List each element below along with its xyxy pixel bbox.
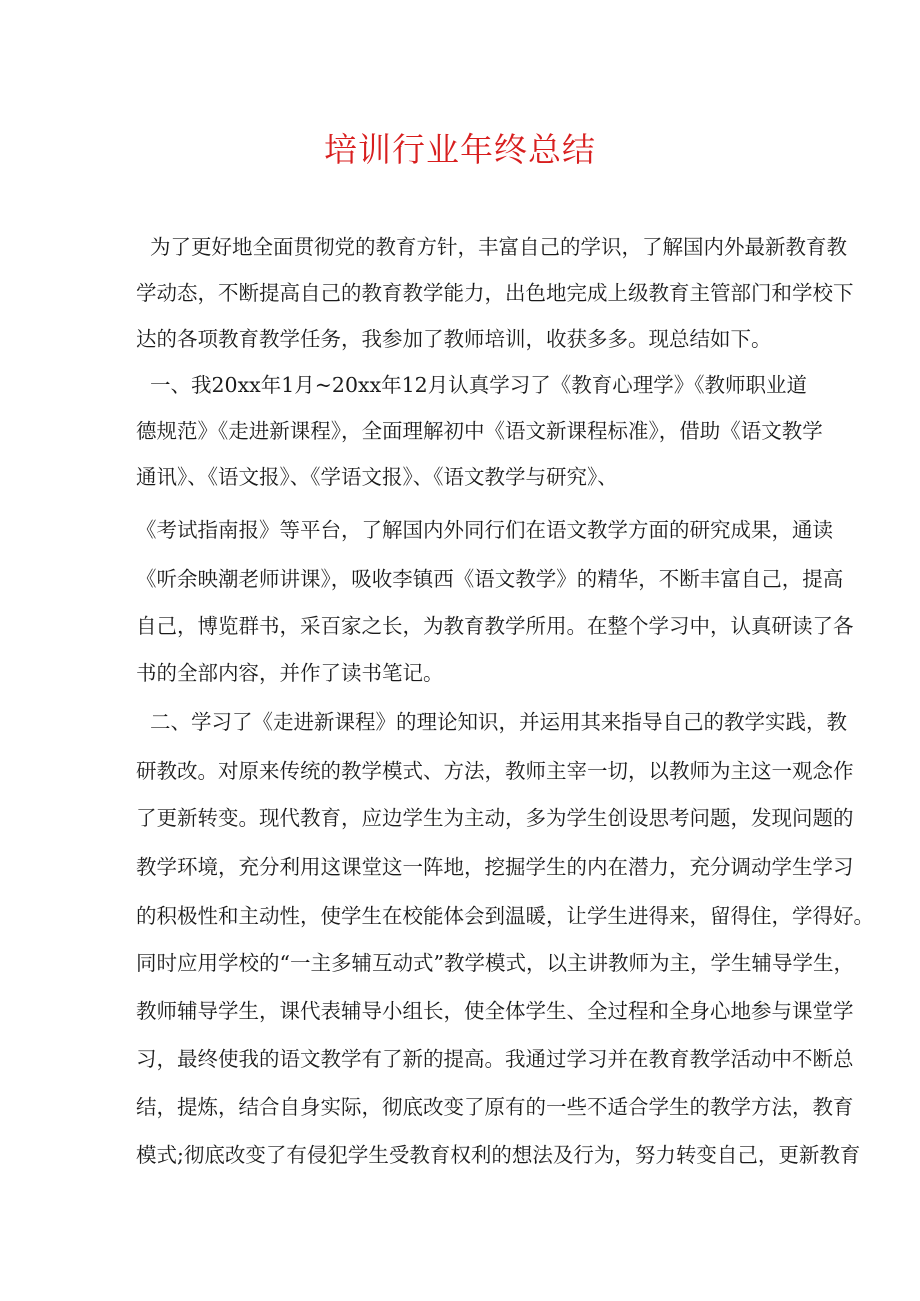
paragraph-3-line-4: 教学环境，充分利用这课堂这一阵地，挖掘学生的内在潜力，充分调动学生学习	[136, 855, 854, 879]
paragraph-1-line-3: 达的各项教育教学任务，我参加了教师培训，收获多多。现总结如下。	[136, 327, 772, 351]
paragraph-3-line-2: 研教改。对原来传统的教学模式、方法，教师主宰一切，以教师为主这一观念作	[136, 759, 854, 783]
paragraph-3-line-8: 习，最终使我的语文教学有了新的提高。我通过学习并在教育教学活动中不断总	[136, 1047, 854, 1071]
paragraph-1-line-2: 学动态，不断提高自己的教育教学能力，出色地完成上级教育主管部门和学校下	[136, 281, 854, 305]
paragraph-2-line-4: 《考试指南报》等平台，了解国内外同行们在语文教学方面的研究成果，通读	[136, 518, 833, 542]
paragraph-2-line-5: 《听余映潮老师讲课》，吸收李镇西《语文教学》的精华，不断丰富自己，提高	[136, 567, 844, 591]
document-title: 培训行业年终总结	[324, 130, 596, 169]
paragraph-2-line-2: 德规范》《走进新课程》，全面理解初中《语文新课程标准》，借助《语文教学	[136, 419, 823, 443]
paragraph-2-line-3: 通讯》、《语文报》、《学语文报》、《语文教学与研究》、	[136, 465, 618, 489]
paragraph-3-line-1: 二、学习了《走进新课程》的理论知识，并运用其来指导自己的教学实践，教	[150, 710, 847, 734]
paragraph-3-line-5: 的积极性和主动性，使学生在校能体会到温暖，让学生进得来，留得住，学得好。	[136, 904, 874, 928]
paragraph-3-line-6: 同时应用学校的“一主多辅互动式”教学模式，以主讲教师为主，学生辅导学生，	[136, 951, 854, 975]
paragraph-3-line-7: 教师辅导学生，课代表辅导小组长，使全体学生、全过程和全身心地参与课堂学	[136, 999, 854, 1023]
paragraph-3-line-10: 模式;彻底改变了有侵犯学生受教育权利的想法及行为，努力转变自己，更新教育	[136, 1143, 861, 1167]
paragraph-2-line-7: 书的全部内容，并作了读书笔记。	[136, 661, 444, 685]
paragraph-2-line-1: 一、我20xx年1月~20xx年12月认真学习了《教育心理学》《教师职业道	[150, 373, 807, 397]
paragraph-3-line-9: 结，提炼，结合自身实际，彻底改变了原有的一些不适合学生的教学方法，教育	[136, 1095, 854, 1119]
paragraph-1-line-1: 为了更好地全面贯彻党的教育方针，丰富自己的学识，了解国内外最新教育教	[150, 235, 847, 259]
paragraph-2-line-6: 自己，博览群书，采百家之长，为教育教学所用。在整个学习中，认真研读了各	[136, 614, 854, 638]
paragraph-3-line-3: 了更新转变。现代教育，应边学生为主动，多为学生创设思考问题，发现问题的	[136, 806, 854, 830]
